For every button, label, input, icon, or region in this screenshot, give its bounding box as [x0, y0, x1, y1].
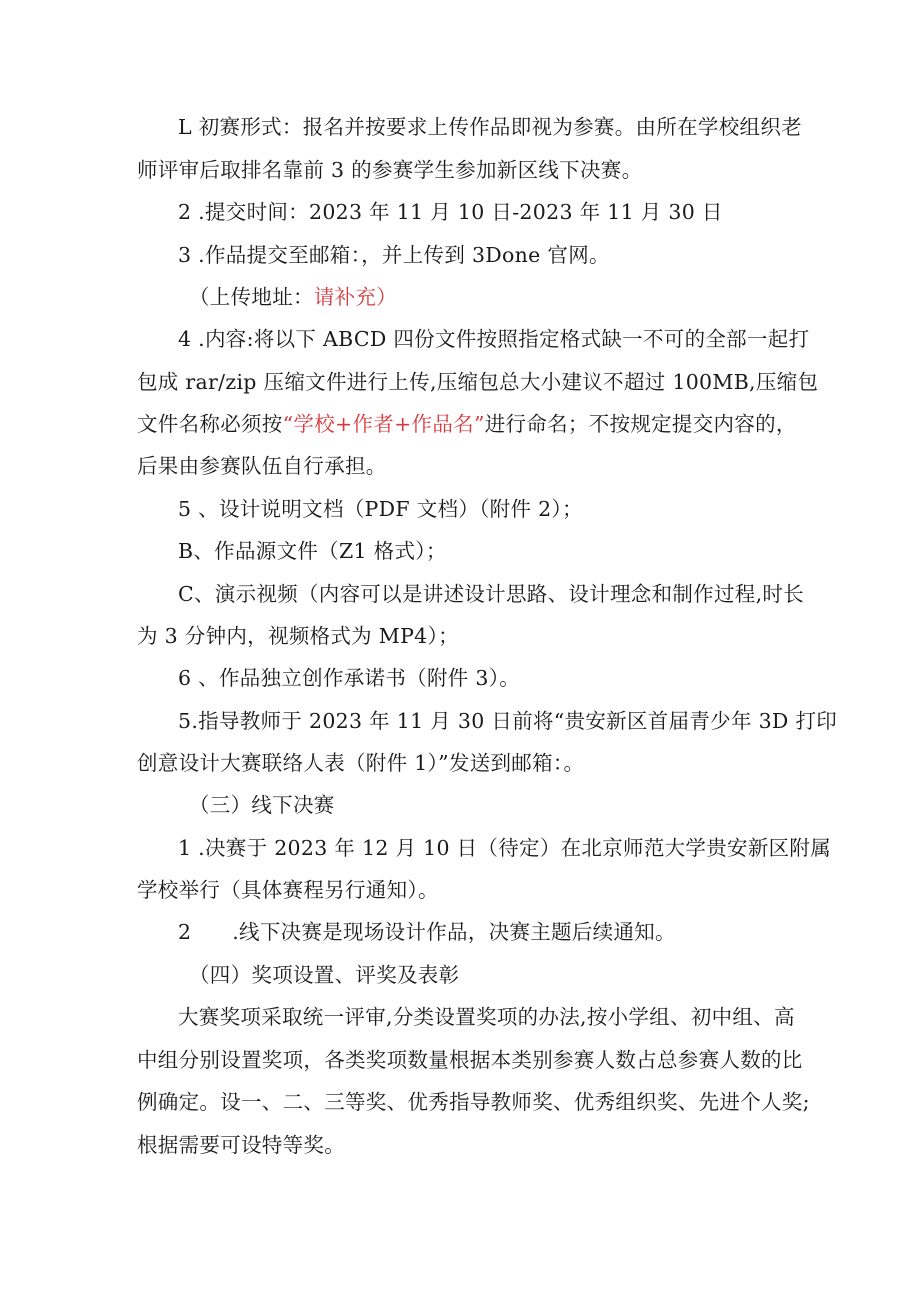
list-item: C、演示视频（内容可以是讲述设计思路、设计理念和制作过程,时长: [178, 582, 804, 606]
paragraph-line: 创意设计大赛联络人表（附件 1）”发送到邮箱：。: [137, 751, 585, 775]
paragraph-line: L 初赛形式：报名并按要求上传作品即视为参赛。由所在学校组织老: [178, 115, 802, 139]
list-item: B、作品源文件（Z1 格式）；: [178, 539, 447, 563]
paragraph-line: 根据需要可设特等奖。: [137, 1133, 345, 1157]
upload-address-label: （上传地址：: [189, 285, 314, 309]
naming-rule-format: “学校+作者+作品名”: [282, 412, 485, 436]
paragraph-line: 包成 rar/zip 压缩文件进行上传,压缩包总大小建议不超过 100MB,压缩包: [137, 370, 819, 394]
upload-address-placeholder: 请补充）: [313, 285, 398, 309]
paragraph-line: 5.指导教师于 2023 年 11 月 30 日前将“贵安新区首届青少年 3D 打印: [178, 709, 838, 733]
paragraph-line: 为 3 分钟内，视频格式为 MP4）；: [137, 624, 459, 648]
naming-rule-prefix: 文件名称必须按: [137, 412, 283, 436]
paragraph-line: 后果由参赛队伍自行承担。: [137, 454, 387, 478]
list-item: 6 、作品独立创作承诺书（附件 3）。: [178, 666, 521, 690]
naming-rule-suffix: 进行命名；不按规定提交内容的，: [484, 412, 797, 436]
paragraph-line: 1 .决赛于 2023 年 12 月 10 日（待定）在北京师范大学贵安新区附属: [178, 836, 832, 860]
section-heading: （三）线下决赛: [189, 793, 335, 817]
paragraph-line: 大赛奖项采取统一评审,分类设置奖项的办法,按小学组、初中组、高: [178, 1005, 795, 1029]
paragraph-line: 2 .提交时间：2023 年 11 月 10 日-2023 年 11 月 30 日: [178, 200, 723, 224]
upload-address-line: [189, 282, 397, 312]
section-heading: （四）奖项设置、评奖及表彰: [189, 963, 460, 987]
paragraph-line: 3 .作品提交至邮箱：，并上传到 3Done 官网。: [178, 243, 610, 267]
paragraph-line: 4 .内容:将以下 ABCD 四份文件按照指定格式缺一不可的全部一起打: [178, 327, 810, 351]
list-item: 5 、设计说明文档（PDF 文档）（附件 2）；: [178, 497, 583, 521]
paragraph-line: 例确定。设一、二、三等奖、优秀指导教师奖、优秀组织奖、先进个人奖;: [137, 1090, 810, 1114]
paragraph-line: 学校举行（具体赛程另行通知）。: [137, 878, 439, 902]
naming-rule-line: [137, 409, 797, 439]
paragraph-line: 2 .线下决赛是现场设计作品，决赛主题后续通知。: [178, 920, 676, 944]
paragraph-line: 中组分别设置奖项，各类奖项数量根据本类别参赛人数占总参赛人数的比: [137, 1048, 803, 1072]
paragraph-line: 师评审后取排名靠前 3 的参赛学生参加新区线下决赛。: [137, 158, 643, 182]
